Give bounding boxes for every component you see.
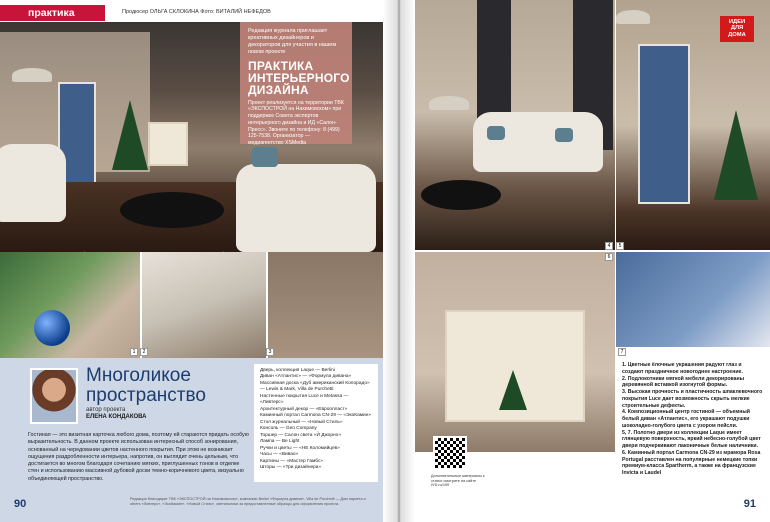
credit-line: Каминный портал Carmona CN-29 — «ЭкоКамин» <box>260 413 372 419</box>
door-handle-photo <box>616 252 770 347</box>
page-number-right: 91 <box>743 498 756 510</box>
credit-line: Архитектурный декор — «Евроопласт» <box>260 406 348 412</box>
photo-number: 5 <box>616 242 624 250</box>
sofa-right <box>236 164 376 252</box>
credit-line: Массивная доска «Дуб американский Колорадо» — Lewis & Mark, Villa de Purchetti <box>260 380 370 393</box>
christmas-tree <box>714 110 758 200</box>
feature-title-line2: пространство <box>86 384 206 406</box>
sofa-room-photo <box>415 0 615 250</box>
tip-line: 5, 7. Полотно двери из коллекции Laque имеет глянцевую поверхность, яркий небесно-голубой цвет двери подчеркивают лаконичные белые наличники. <box>622 429 761 449</box>
magazine-logo: ИДЕИ ДЛЯ ДОМА <box>720 16 754 42</box>
credit-line: Ручки и цветы — «НЕ Коломийцев» <box>260 445 340 451</box>
promo-intro: Редакция журнала приглашает креативных дизайнеров и декораторов для участия в нашем новом проекте <box>248 28 337 55</box>
photo-tips <box>616 358 770 498</box>
page-header <box>0 0 383 22</box>
promo-title: ПРАКТИКА ИНТЕРЬЕРНОГО ДИЗАЙНА <box>248 58 350 97</box>
feature-body: Гостиная — это визитная карточка любого дома, поэтому ей стараются придать особую выразительность. В данном проекте использован интересный способ зонирования, основанный на чередовании цветов настенного покрытия. При этом не возникает ощущения раздробленности интерьера, напротив, он выглядит очень цельным, что достигается во многом благодаря сочетанию мягких, приглушенных тонов в отделке стен и использованию массивной дубовой доски темно-коричневого цвета, визуально объединяющей пространство. <box>28 432 249 482</box>
page-number-left: 90 <box>14 498 27 510</box>
cushion <box>487 126 505 140</box>
photo-number: 1 <box>130 348 138 356</box>
author-role: автор проекта <box>86 407 126 413</box>
blue-door <box>638 44 690 204</box>
credit-line: Дверь, коллекция Laque — Berlini <box>260 368 335 373</box>
book-spine <box>383 0 415 522</box>
project-promo <box>240 22 352 144</box>
christmas-tree <box>112 100 148 170</box>
tip-line: 6. Каминный портал Carmona CN-29 из мрамора Rosa Portugal расставлен на популярные немецкие топки премиум-класса Spartherm, а также на французские Invicta и Laudel <box>622 449 761 476</box>
thanks-footnote: Редакция благодарит ТВК «ЭКСПОСТРОЙ на Нахимовском», компанию Berlini «Формула дивана», Villa de Purchetti — Дом паркета и others «Ливтерс», «ЭкоКамин», «Новый Стиль», светильники за предоставленные образцы для оформления проекта. <box>130 497 366 506</box>
credit-line: Картины — «Мастер Гамбс» <box>260 458 324 464</box>
floor-lamp-shade <box>12 68 52 82</box>
photo-number: 6 <box>605 253 613 261</box>
section-tag: практика <box>0 5 105 21</box>
credit-line: Диван «Атлантис» — «Формула дивана» <box>260 374 352 380</box>
author-avatar <box>30 368 78 424</box>
credit-line: Торшер — Салон света «Й Джорно» <box>260 432 341 438</box>
blue-ornament <box>34 310 70 346</box>
fireplace-photo <box>415 252 615 452</box>
photo-credits: Продюсер ОЛЬГА СКЛОКИНА Фото: ВИТАЛИЙ НЕФЕДОВ <box>122 9 271 15</box>
right-page <box>415 0 770 522</box>
feature-title-line1: Многоликое <box>86 365 191 386</box>
potted-tree <box>499 370 527 410</box>
qr-code[interactable] <box>433 436 467 470</box>
detail-photo-ornaments <box>0 252 140 358</box>
sofa-left <box>0 144 66 222</box>
fireplace <box>148 122 188 166</box>
photo-number: 2 <box>140 348 148 356</box>
credit-line: Стол журнальный — «Новый Стиль» <box>260 419 343 425</box>
photo-number: 3 <box>266 348 274 356</box>
photo-number: 4 <box>605 242 613 250</box>
tip-line: 4. Композиционный центр гостиной — объемный белый диван «Атлантис», его украшают подушки шоколадно-голубого цвета с узором пейсли. <box>622 409 750 429</box>
tip-line: 3. Высокая прочность и пластичность шпаклевочного покрытия Luce дает возможность скрыть мелкие строительные дефекты. <box>622 389 763 409</box>
detail-photo-armrest <box>142 252 266 358</box>
credit-line: Консоль — Geo Company <box>260 426 317 432</box>
coffee-table <box>120 192 224 228</box>
floor-lamp-shade <box>616 10 650 24</box>
credit-line: Шторы — «Три дизайнера» <box>260 465 322 471</box>
author-name: ЕЛЕНА КОНДАКОВА <box>86 414 147 420</box>
left-page <box>0 0 383 522</box>
detail-photo-wall <box>268 252 383 358</box>
cushion <box>555 128 573 142</box>
white-sofa <box>473 112 603 172</box>
tip-line: 1. Цветные ёлочные украшения радуют глаз и создают праздничное новогоднее настроение. <box>622 362 743 375</box>
supplier-credits <box>254 364 378 482</box>
cushion <box>252 147 278 167</box>
promo-body: Проект реализуется на территории ТВК «ЭКСПОСТРОЙ на Нахимовском» при поддержке Совета экспертов интерьерного дизайна и ИД «Салон-Пресс». Звоните по телефону: 8 (499) 125-7538. Организатор — медиагентство XSMedia <box>248 99 344 146</box>
qr-caption: Дополнительные материалы к статье смотрите на сайте IVD.ru/199 <box>431 474 485 488</box>
credit-line: Лампа — Be Light <box>260 439 300 445</box>
table-lamp-shade <box>429 96 469 110</box>
credit-line: Часы — «Вивао» <box>260 452 299 458</box>
tip-line: 2. Подлокотники мягкой мебели декорированы деревянной вставкой изогнутой формы. <box>622 375 745 389</box>
photo-number: 7 <box>618 348 626 356</box>
credit-line: Настенные покрытия Luce и Metassa — «Ливтерс» <box>260 393 349 406</box>
coffee-table <box>421 180 501 210</box>
feature-title <box>86 366 206 406</box>
